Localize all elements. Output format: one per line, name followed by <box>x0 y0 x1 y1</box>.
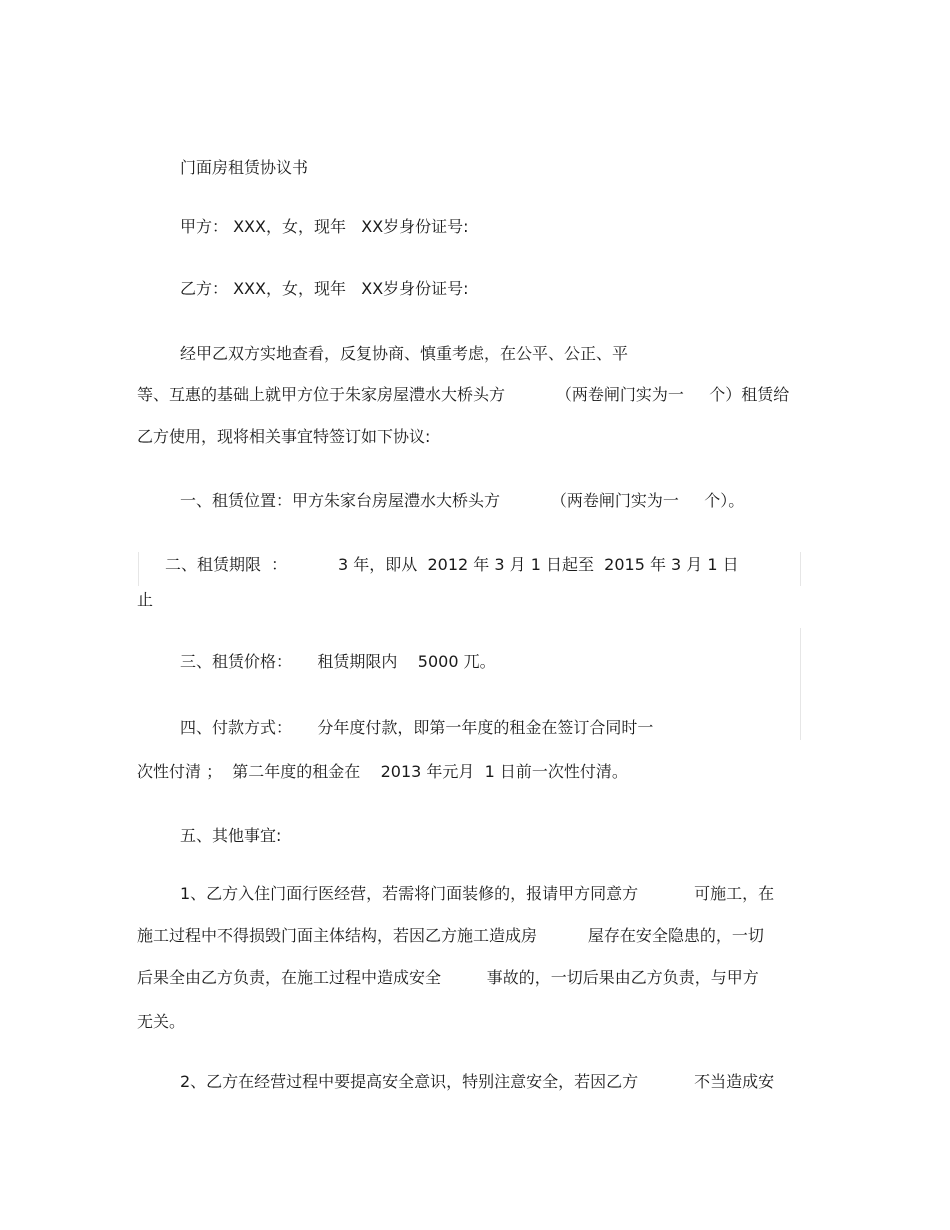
party-b-line: 乙方： XXX，女，现年 XX岁身份证号: <box>180 279 469 298</box>
intro-line-2: 等、互惠的基础上就甲方位于朱家房屋澧水大桥头方 （两卷闸门实为一 个）租赁给 <box>137 385 790 404</box>
item-1-line-4: 无关。 <box>137 1012 186 1031</box>
item-2-line-1: 2、乙方在经营过程中要提高安全意识，特别注意安全，若因乙方 不当造成安 <box>180 1072 775 1091</box>
clause-4-payment-line-1: 四、付款方式： 分年度付款，即第一年度的租金在签订合同时一 <box>180 718 654 737</box>
document-title: 门面房租赁协议书 <box>180 158 309 177</box>
clause-4-payment-line-2: 次性付清 ； 第二年度的租金在 2013 年元月 1 日前一次性付清。 <box>137 762 628 781</box>
item-1-line-1: 1、乙方入住门面行医经营，若需将门面装修的，报请甲方同意方 可施工，在 <box>180 884 775 903</box>
clause-2-term-line-1: 二、租赁期限 ： 3 年，即从 2012 年 3 月 1 日起至 2015 年 3 月 1 日 <box>165 555 739 574</box>
intro-line-3: 乙方使用，现将相关事宜特签订如下协议: <box>137 427 431 446</box>
party-a-line: 甲方： XXX，女，现年 XX岁身份证号: <box>180 217 469 236</box>
clause-1-location: 一、租赁位置：甲方朱家台房屋澧水大桥头方 （两卷闸门实为一 个）。 <box>180 491 745 510</box>
clause-5-heading: 五、其他事宜: <box>180 826 282 845</box>
intro-line-1: 经甲乙双方实地查看，反复协商、慎重考虑，在公平、公正、平 <box>180 344 629 363</box>
item-1-line-2: 施工过程中不得损毁门面主体结构，若因乙方施工造成房 屋存在安全隐患的，一切 <box>137 926 764 945</box>
item-1-line-3: 后果全由乙方负责，在施工过程中造成安全 事故的，一切后果由乙方负责，与甲方 <box>137 968 759 987</box>
clause-3-price: 三、租赁价格： 租赁期限内 5000 兀。 <box>180 652 496 671</box>
clause-2-term-line-2: 止 <box>137 590 154 609</box>
margin-rule-right-2 <box>800 628 801 740</box>
margin-rule-right <box>800 552 801 586</box>
margin-rule-left <box>138 552 139 586</box>
